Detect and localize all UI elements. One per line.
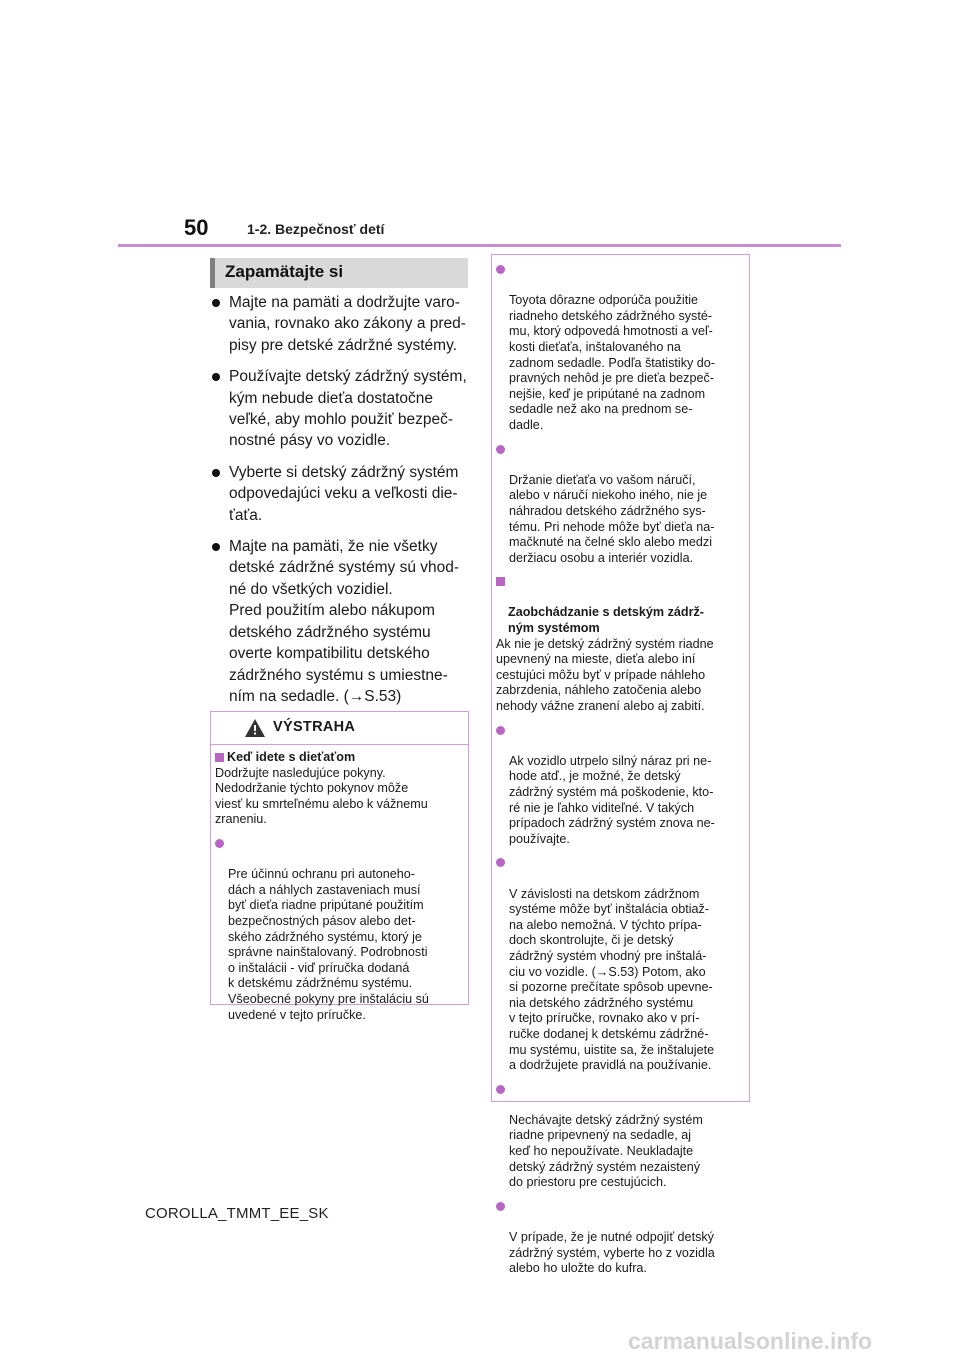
warning-header (211, 712, 468, 745)
list-item-text: V prípade, že je nutné odpojiť detský zádržný systém, vyberte ho z vozidla alebo ho uložte do kufra. (509, 1230, 715, 1276)
list-item-text: Používajte detský zádržný systém, kým nebude dieťa dostatočne veľké, aby mohlo použiť bezpeč- nostné pásy vo vozidle. (229, 368, 467, 450)
remember-title: Zapamätajte si (225, 262, 344, 281)
warning-continuation-box (491, 254, 750, 1276)
list-item-text: Majte na pamäti a dodržujte varo- vania, rovnako ako zákony a pred- pisy pre detské zádržné systémy. (229, 294, 466, 354)
warning-triangle-icon (244, 718, 266, 738)
header-divider (118, 244, 841, 247)
handling-section (496, 574, 744, 714)
list-item (496, 855, 744, 1073)
list-item (496, 1199, 744, 1277)
footer-code: COROLLA_TMMT_EE_SK (145, 1205, 329, 1222)
bullet-icon (212, 543, 220, 551)
handling-heading-text: Zaobchádzanie s detským zádrž- ným systémom (508, 605, 704, 636)
warning-subheading (215, 750, 462, 766)
list-item-text: Majte na pamäti, že nie všetky detské zádržné systémy sú vhod- né do všetkých vozidiel. Pred použitím alebo nákupom detského zádržného systému overte kompatibilitu detského zádržného systému s umiestne- ním na sedadle. (→S.53) (229, 538, 460, 705)
circle-bullet-icon (496, 265, 505, 274)
remember-list (210, 292, 472, 717)
list-item (496, 723, 744, 848)
list-item (210, 366, 472, 452)
circle-bullet-icon (496, 445, 505, 454)
square-bullet-icon (496, 577, 505, 586)
watermark: carmanualsonline.info (628, 1328, 873, 1354)
list-item-text: Pre účinnú ochranu pri autoneho- dách a náhlych zastaveniach musí byť dieťa riadne pripútané použitím bezpečnostných pásov alebo det- ského zádržného systému, ktorý je správne nainštalovaný. Podrobnosti o inštalácii - viď príručka dodaná k detskému zádržnému systému. Všeobecné pokyny pre inštaláciu sú uvedené v tejto príručke. (228, 867, 429, 1022)
list-item-text: Nechávajte detský zádržný systém riadne pripevnený na sedadle, aj keď ho nepoužívate. Neukladajte detský zádržný systém nezaistený do priestoru pre cestujúcich. (509, 1112, 703, 1190)
page-header (0, 0, 960, 250)
handling-intro: Ak nie je detský zádržný systém riadne upevnený na mieste, dieťa alebo iní cestujúci môžu byť v prípade náhleho zabrzdenia, náhleho zatočenia alebo nehody vážne zranení alebo aj zabití. (496, 636, 714, 714)
circle-bullet-icon (215, 839, 224, 848)
square-bullet-icon (215, 753, 224, 762)
list-item (496, 442, 744, 567)
warning-body (211, 745, 468, 1023)
list-item-text: Držanie dieťaťa vo vašom náručí, alebo v náručí niekoho iného, nie je náhradou detského zádržného sys- tému. Pri nehode môže byť dieťa na- mačknuté na čelné sklo alebo medzi deržiacu osobu a interiér vozidla. (509, 472, 715, 565)
list-item (210, 536, 472, 707)
handling-heading (496, 574, 744, 636)
list-item-text: V závislosti na detskom zádržnom systéme môže byť inštalácia obtiaž- na alebo nemožná. V týchto prípa- doch skontrolujte, či je detský zádržný systém vhodný pre inštalá- ciu vo vozidle. (→S.53) Potom, ako si pozorne prečítate spôsob upevne- nia detského zádržného systému v tejto príručke, rovnako ako v prí- ručke dodanej k detskému zádržné- mu systému, uistite sa, že inštalujete a dodržujete pravidlá na používanie. (509, 886, 715, 1073)
list-item-text: Ak vozidlo utrpelo silný náraz pri ne- hode atď., je možné, že detský zádržný systém má poškodenie, kto- ré nie je ľahko viditeľné. V takých prípadoch zádržný systém znova ne- používajte. (509, 753, 715, 846)
section-title: 1-2. Bezpečnosť detí (247, 221, 385, 237)
warning-subheading-text: Keď idete s dieťaťom (227, 750, 356, 764)
circle-bullet-icon (496, 1085, 505, 1094)
circle-bullet-icon (496, 858, 505, 867)
bullet-icon (212, 469, 220, 477)
list-item (210, 292, 472, 356)
warning-title: VÝSTRAHA (273, 719, 356, 735)
circle-bullet-icon (496, 1202, 505, 1211)
warning-intro: Dodržujte nasledujúce pokyny. Nedodržanie týchto pokynov môže viesť ku smrteľnému alebo k vážnemu zraneniu. (215, 765, 428, 827)
list-item (496, 262, 744, 434)
circle-bullet-icon (496, 726, 505, 735)
list-item (210, 462, 472, 526)
list-item (496, 1082, 744, 1191)
bullet-icon (212, 373, 220, 381)
remember-heading-bar (210, 258, 468, 288)
list-item (215, 836, 462, 1023)
list-item-text: Vyberte si detský zádržný systém odpovedajúci veku a veľkosti die- ťaťa. (229, 463, 459, 524)
list-item-text: Toyota dôrazne odporúča použitie riadneho detského zádržného systé- mu, ktorý odpovedá hmotnosti a veľ- kosti dieťaťa, inštalovaného na zadnom sedadle. Podľa štatistiky do- pravných nehôd je pre dieťa bezpeč- nejšie, keď je pripútané na zadnom sedadle než ako na prednom se- dadle. (509, 293, 715, 432)
page-number: 50 (184, 215, 209, 240)
bullet-icon (212, 299, 220, 307)
warning-box (210, 711, 469, 1022)
